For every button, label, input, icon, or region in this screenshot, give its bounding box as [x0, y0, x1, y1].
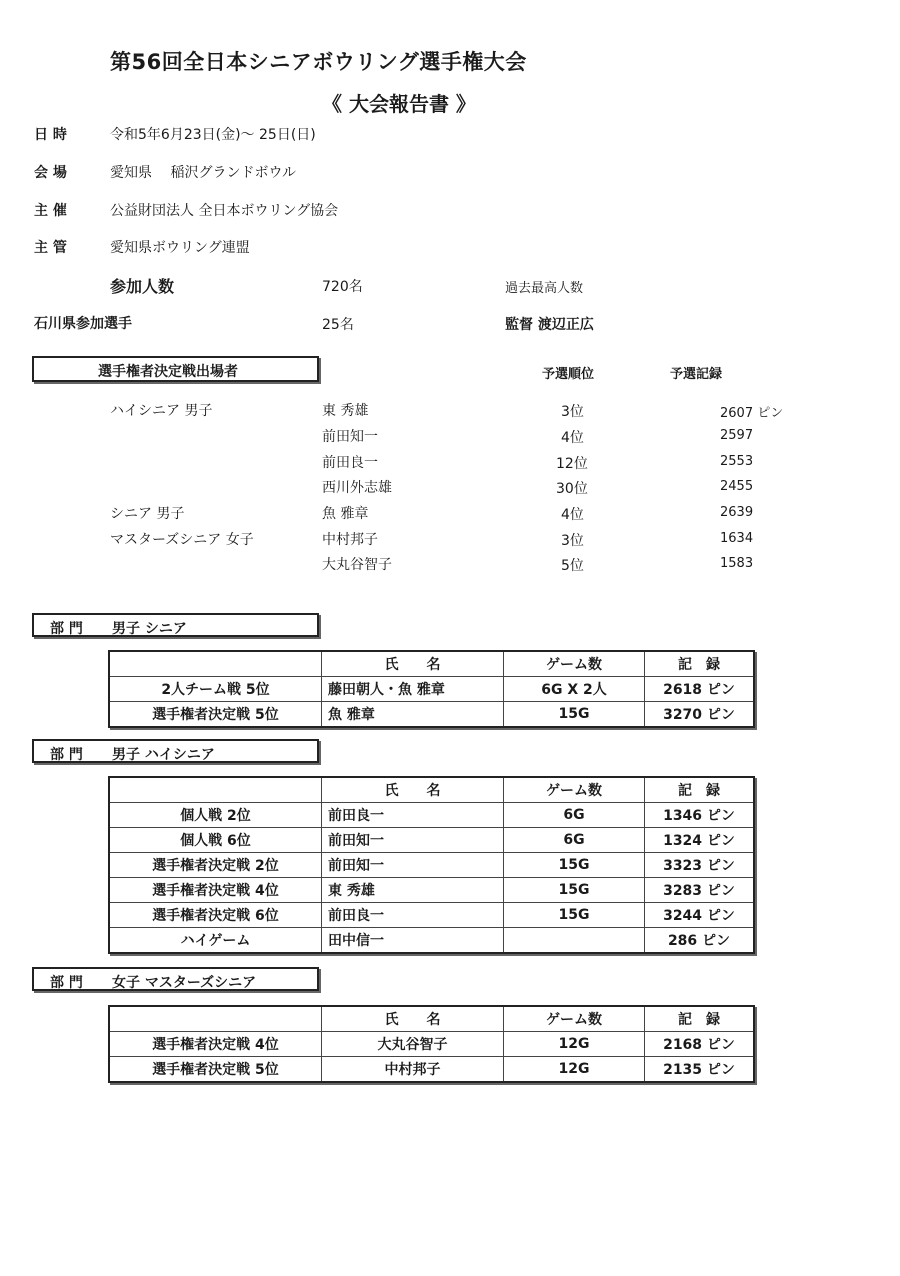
finalist-rank: 3位 [561, 533, 584, 549]
section-heading-box [32, 613, 319, 637]
cell-record [645, 1057, 755, 1083]
cell-event: 個人戦 2位 [109, 803, 322, 828]
finalist-record: 2553 [720, 454, 754, 469]
cell-unit: ピン [706, 833, 735, 849]
cell-record [645, 853, 755, 878]
section-heading-category: 男子 シニア [112, 621, 187, 637]
table-row [109, 928, 754, 954]
participants-label: 参加人数 [110, 277, 175, 296]
table-row [109, 903, 754, 928]
section-heading-box [32, 967, 319, 991]
info-value-date: 令和5年6月23日(金)～ 25日(日) [110, 127, 316, 143]
header-name: 氏 名 [322, 777, 504, 803]
finalist-record: 1634 [720, 531, 754, 546]
cell-event: 選手権者決定戦 5位 [109, 1057, 322, 1083]
cell-record [645, 677, 755, 702]
header-record: 記 録 [645, 777, 755, 803]
cell-unit: ピン [706, 858, 735, 874]
cell-score: 3283 [663, 883, 703, 899]
participants-note: 過去最高人数 [505, 281, 584, 296]
cell-unit: ピン [706, 808, 735, 824]
info-label-date: 日 時 [34, 127, 67, 143]
finalist-rank: 4位 [561, 430, 584, 446]
cell-record [645, 828, 755, 853]
cell-games: 12G [504, 1032, 645, 1057]
cell-event: 選手権者決定戦 5位 [109, 702, 322, 728]
participants-value: 720名 [322, 279, 363, 295]
cell-games: 15G [504, 702, 645, 728]
ishikawa-value: 25名 [322, 317, 354, 333]
finalist-rank: 3位 [561, 404, 584, 420]
table-row [109, 1057, 754, 1083]
finalist-record: 2597 [720, 428, 754, 443]
table-header-row [109, 777, 754, 803]
report-title: 第56回全日本シニアボウリング選手権大会 [110, 50, 527, 74]
info-value-organizer: 愛知県ボウリング連盟 [110, 240, 250, 256]
finalist-name: 前田知一 [322, 429, 378, 445]
cell-score: 1324 [663, 833, 703, 849]
results-table-high-senior-men [108, 776, 755, 954]
cell-record [645, 1032, 755, 1057]
cell-event: 個人戦 6位 [109, 828, 322, 853]
header-event [109, 651, 322, 677]
report-subtitle: 《 大会報告書 》 [322, 92, 476, 116]
finalist-record: 2639 [720, 505, 754, 520]
section-heading-box [32, 739, 319, 763]
finalist-record: 1583 [720, 556, 754, 571]
cell-record [645, 928, 755, 954]
results-table-senior-men [108, 650, 755, 728]
info-label-venue: 会 場 [34, 165, 67, 181]
cell-unit: ピン [706, 883, 735, 899]
header-event [109, 777, 322, 803]
cell-record [645, 803, 755, 828]
section-heading-label: 部 門 [50, 621, 83, 637]
cell-record [645, 702, 755, 728]
finalists-col-record: 予選記録 [670, 367, 723, 382]
cell-score: 3323 [663, 858, 703, 874]
cell-score: 2135 [663, 1062, 703, 1078]
finalist-name: 大丸谷智子 [322, 557, 392, 573]
finalist-rank: 5位 [561, 558, 584, 574]
cell-games [504, 928, 645, 954]
cell-score: 2618 [663, 682, 703, 698]
cell-games: 6G [504, 803, 645, 828]
cell-score: 2168 [663, 1037, 703, 1053]
section-heading-label: 部 門 [50, 747, 83, 763]
cell-record [645, 878, 755, 903]
table-row [109, 878, 754, 903]
finalist-name: 西川外志雄 [322, 480, 392, 496]
finalist-name: 中村邦子 [322, 532, 378, 548]
finalists-col-rank: 予選順位 [542, 367, 595, 382]
cell-event: 選手権者決定戦 4位 [109, 1032, 322, 1057]
cell-games: 6G [504, 828, 645, 853]
info-label-organizer: 主 管 [34, 240, 67, 256]
results-table-masters-women [108, 1005, 755, 1083]
info-value-venue: 愛知県 稲沢グランドボウル [110, 165, 297, 181]
table-row [109, 828, 754, 853]
cell-unit: ピン [706, 1062, 735, 1078]
finalist-name: 前田良一 [322, 455, 378, 471]
cell-games: 15G [504, 903, 645, 928]
cell-unit: ピン [706, 908, 735, 924]
cell-score: 286 [667, 933, 698, 949]
cell-event: 選手権者決定戦 6位 [109, 903, 322, 928]
table-row [109, 853, 754, 878]
table-row [109, 677, 754, 702]
cell-unit: ピン [706, 682, 735, 698]
finalist-rank: 12位 [556, 456, 588, 472]
cell-games: 15G [504, 853, 645, 878]
header-name: 氏 名 [322, 651, 504, 677]
header-record: 記 録 [645, 1006, 755, 1032]
finalist-category: シニア 男子 [110, 506, 185, 522]
cell-score: 1346 [663, 808, 703, 824]
ishikawa-label: 石川県参加選手 [34, 316, 132, 332]
table-row [109, 803, 754, 828]
finalist-rank: 4位 [561, 507, 584, 523]
cell-name: 前田良一 [322, 903, 504, 928]
cell-name: 田中信一 [322, 928, 504, 954]
cell-name: 東 秀雄 [322, 878, 504, 903]
table-row [109, 1032, 754, 1057]
table-header-row [109, 651, 754, 677]
section-heading-category: 男子 ハイシニア [112, 747, 215, 763]
finalist-name: 魚 雅章 [322, 506, 369, 522]
cell-unit: ピン [706, 1037, 735, 1053]
cell-score: 3270 [663, 707, 703, 723]
cell-games: 12G [504, 1057, 645, 1083]
header-event [109, 1006, 322, 1032]
header-games: ゲーム数 [504, 651, 645, 677]
cell-unit: ピン [702, 933, 731, 949]
cell-event: 2人チーム戦 5位 [109, 677, 322, 702]
cell-score: 3244 [663, 908, 703, 924]
cell-unit: ピン [706, 707, 735, 723]
finalist-category: ハイシニア 男子 [110, 403, 213, 419]
header-record: 記 録 [645, 651, 755, 677]
section-heading-category: 女子 マスターズシニア [112, 975, 257, 991]
finalist-category: マスターズシニア 女子 [110, 532, 254, 548]
finalists-heading-box [32, 356, 319, 382]
table-row [109, 702, 754, 728]
finalist-record: 2607 ピン [720, 406, 784, 421]
header-games: ゲーム数 [504, 1006, 645, 1032]
cell-name: 前田知一 [322, 828, 504, 853]
cell-name: 大丸谷智子 [322, 1032, 504, 1057]
section-heading-label: 部 門 [50, 975, 83, 991]
cell-record [645, 903, 755, 928]
cell-name: 前田知一 [322, 853, 504, 878]
cell-name: 中村邦子 [322, 1057, 504, 1083]
cell-name: 前田良一 [322, 803, 504, 828]
cell-event: 選手権者決定戦 2位 [109, 853, 322, 878]
finalists-heading: 選手権者決定戦出場者 [98, 364, 238, 380]
table-header-row [109, 1006, 754, 1032]
finalist-record: 2455 [720, 479, 754, 494]
cell-event: ハイゲーム [109, 928, 322, 954]
header-games: ゲーム数 [504, 777, 645, 803]
info-label-host: 主 催 [34, 203, 67, 219]
header-name: 氏 名 [322, 1006, 504, 1032]
cell-name: 魚 雅章 [322, 702, 504, 728]
finalist-rank: 30位 [556, 481, 588, 497]
cell-games: 15G [504, 878, 645, 903]
cell-name: 藤田朝人・魚 雅章 [322, 677, 504, 702]
cell-games: 6G X 2人 [504, 677, 645, 702]
info-value-host: 公益財団法人 全日本ボウリング協会 [110, 203, 339, 219]
cell-event: 選手権者決定戦 4位 [109, 878, 322, 903]
finalist-name: 東 秀雄 [322, 403, 369, 419]
ishikawa-manager: 監督 渡辺正広 [505, 317, 594, 333]
